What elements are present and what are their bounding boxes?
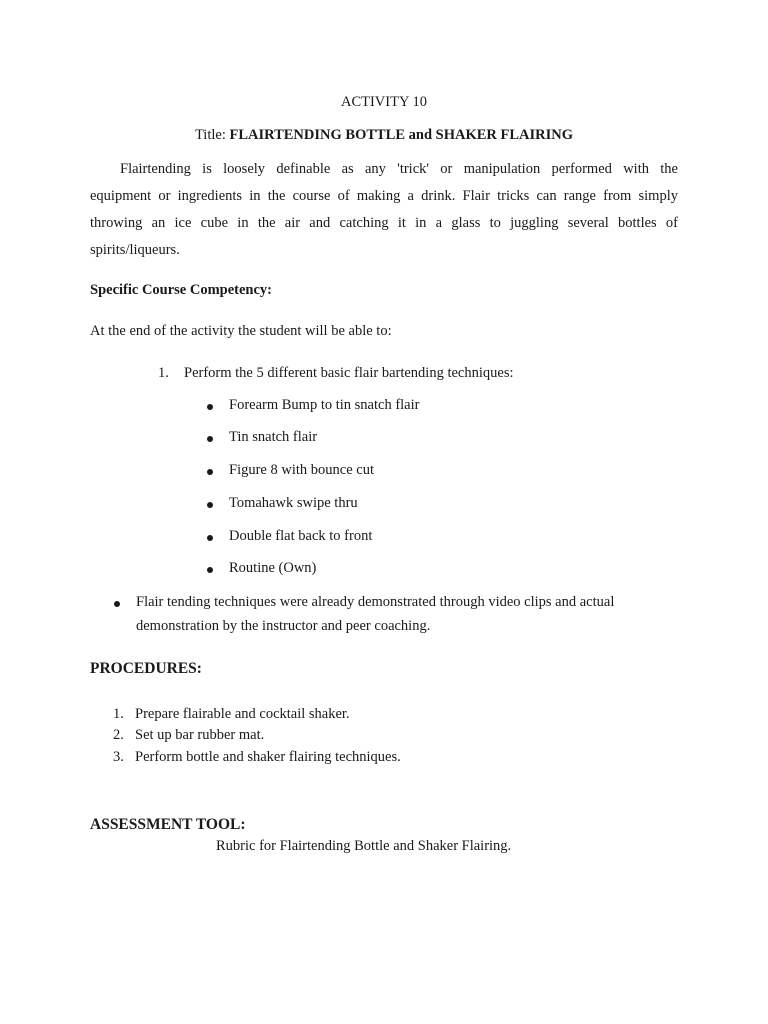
procedure-step-number: 1. bbox=[113, 706, 124, 722]
intro-line-4: spirits/liqueurs. bbox=[90, 242, 180, 258]
procedure-step-number: 3. bbox=[113, 749, 124, 765]
note-line-2: demonstration by the instructor and peer coaching. bbox=[136, 618, 431, 634]
note-line-1: Flair tending techniques were already demonstrated through video clips and actual bbox=[136, 594, 615, 610]
procedure-step-text: Perform bottle and shaker flairing techniques. bbox=[135, 749, 401, 765]
procedure-step-text: Set up bar rubber mat. bbox=[135, 727, 265, 743]
intro-line-3: throwing an ice cube in the air and catching it in a glass to juggling several bottles of bbox=[90, 215, 678, 231]
procedure-step-number: 2. bbox=[113, 727, 124, 743]
activity-label: ACTIVITY 10 bbox=[340, 94, 428, 110]
technique-item: Tomahawk swipe thru bbox=[229, 495, 358, 511]
technique-item: Tin snatch flair bbox=[229, 429, 318, 445]
competency-item-text: Perform the 5 different basic flair bartending techniques: bbox=[184, 365, 514, 381]
assessment-heading: ASSESSMENT TOOL: bbox=[90, 816, 246, 833]
technique-item: Forearm Bump to tin snatch flair bbox=[229, 397, 420, 413]
technique-item: Double flat back to front bbox=[229, 528, 373, 544]
competency-heading: Specific Course Competency: bbox=[90, 282, 273, 298]
title-prefix: Title: bbox=[194, 127, 230, 143]
intro-line-1: Flairtending is loosely definable as any 'trick' or manipulation performed with the bbox=[120, 161, 678, 177]
technique-item: Figure 8 with bounce cut bbox=[229, 462, 374, 478]
intro-line-2: equipment or ingredients in the course of making a drink. Flair tricks can range from simply bbox=[90, 188, 678, 204]
technique-item: Routine (Own) bbox=[229, 560, 317, 576]
competency-item-number: 1. bbox=[158, 365, 169, 381]
procedure-step-text: Prepare flairable and cocktail shaker. bbox=[135, 706, 350, 722]
procedures-heading: PROCEDURES: bbox=[90, 660, 202, 677]
page-title bbox=[0, 127, 768, 144]
assessment-text: Rubric for Flairtending Bottle and Shaker Flairing. bbox=[216, 838, 512, 854]
competency-lead: At the end of the activity the student will be able to: bbox=[90, 323, 392, 339]
title-text: FLAIRTENDING BOTTLE and SHAKER FLAIRING bbox=[229, 127, 574, 143]
